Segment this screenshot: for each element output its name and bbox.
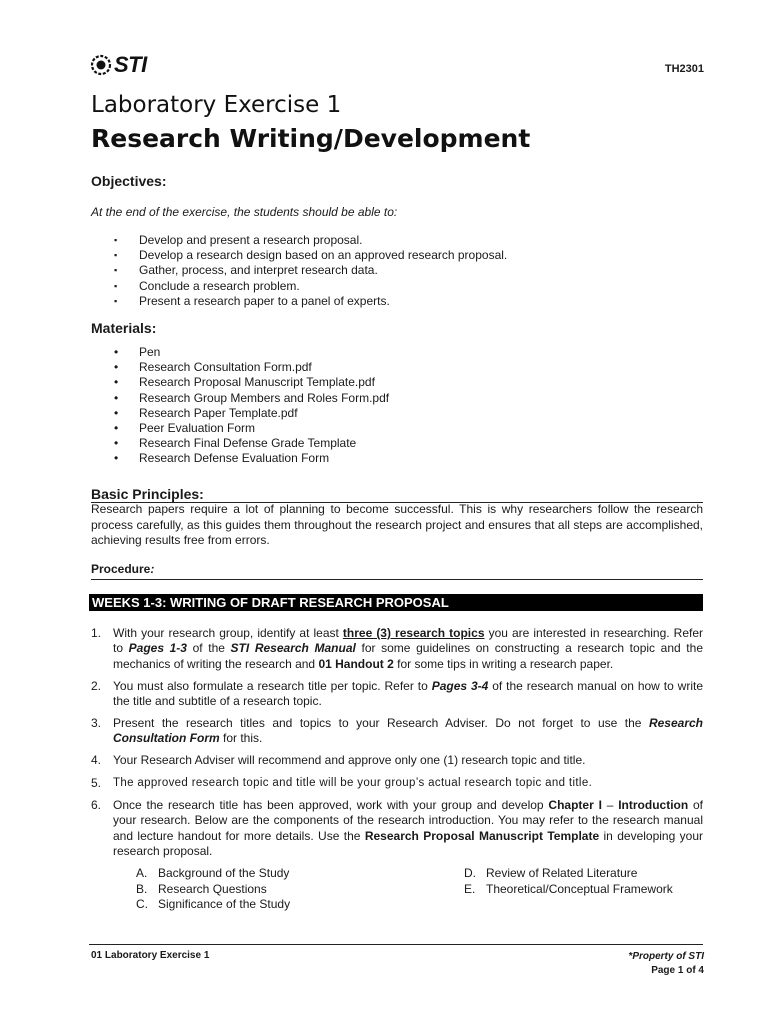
list-item: • Research Group Members and Roles Form.pdf (114, 391, 389, 406)
text-run: of the research manual on how to write the title and subtitle of a research topic. (113, 679, 703, 709)
step-text (113, 753, 703, 768)
text-run: for some guidelines on constructing a research topic and the mechanics of writing the research and (113, 641, 703, 671)
footer-property-note: *Property of STI (628, 951, 704, 962)
footer-page-number: Page 1 of 4 (651, 965, 704, 976)
component-item (136, 897, 290, 913)
text-run: Introduction (618, 798, 689, 812)
component-text: Research Questions (158, 881, 267, 896)
component-letter: D. (464, 866, 476, 880)
sti-logo (90, 54, 147, 76)
objectives-heading: Objectives: (91, 173, 167, 189)
footer-right (628, 950, 704, 978)
list-item: • Research Proposal Manuscript Template.pdf (114, 375, 389, 390)
list-item: • Research Final Defense Grade Template (114, 436, 389, 451)
procedure-step-6 (91, 798, 703, 860)
step-text (113, 679, 703, 710)
text-run: Chapter I (548, 798, 602, 812)
step-number: 3. (91, 716, 102, 730)
text-run: for some tips in writing a research paper. (393, 656, 614, 671)
materials-heading: Materials: (91, 320, 157, 336)
procedure-step-1 (91, 626, 703, 672)
list-item: ▪ Present a research paper to a panel of experts. (114, 294, 507, 309)
procedure-step-3 (91, 716, 703, 747)
document-code: TH2301 (664, 63, 704, 75)
text-run: of the (186, 641, 231, 656)
logo-text: STI (114, 52, 147, 77)
list-item: ▪ Develop a research design based on an approved research proposal. (114, 248, 507, 263)
text-run: of your research. Below are the components of the research introduction. You may refer to the research manual and lecture handout for more details. Use the (113, 798, 704, 843)
footer-document-name: 01 Laboratory Exercise 1 (91, 950, 210, 961)
components-column-left (136, 866, 290, 913)
document-title-line1: Laboratory Exercise 1 (91, 92, 342, 118)
text-run: Research Proposal Manuscript Template (364, 828, 600, 843)
list-item: ▪ Conclude a research problem. (114, 279, 507, 294)
objectives-list (114, 233, 507, 309)
text-run: You must also formulate a research title per topic. Refer to (113, 679, 432, 693)
footer-divider (89, 944, 703, 945)
procedure-step-5 (91, 776, 703, 791)
procedure-step-2 (91, 679, 703, 710)
text-run: With your research group, identify at least (113, 626, 343, 640)
component-text: Significance of the Study (158, 897, 291, 912)
component-text: Review of Related Literature (486, 866, 638, 880)
text-run: STI Research Manual (230, 641, 356, 656)
component-letter: E. (464, 881, 476, 896)
text-run: – (601, 798, 619, 812)
component-item (464, 866, 673, 882)
procedure-heading-text: Procedure (91, 562, 151, 576)
text-run: Present the research titles and topics to your Research Adviser. Do not forget to use the (113, 716, 649, 730)
text-run: Pages 1-3 (128, 641, 187, 656)
text-run: in developing your research proposal. (113, 828, 704, 859)
procedure-heading (91, 562, 703, 580)
step-text (113, 626, 703, 672)
list-item: • Research Paper Template.pdf (114, 406, 389, 421)
step-number: 2. (91, 679, 102, 693)
text-run: Pages 3-4 (431, 679, 489, 693)
step-number: 4. (91, 753, 102, 767)
component-letter: B. (136, 881, 148, 896)
text-run: you are interested in researching. Refer to (113, 626, 704, 656)
step-number: 6. (91, 798, 102, 812)
list-item: ▪ Gather, process, and interpret research data. (114, 263, 507, 278)
principles-text: Research papers require a lot of planning to become successful. This is why researchers follow the research process carefully, as this guides them throughout the research project and ensures that all steps are accomplished, achieving results free from errors. (91, 502, 703, 548)
text-run: The approved research topic and title will be your group’s actual research topic and title. (113, 777, 593, 789)
component-item (136, 866, 290, 882)
objectives-intro: At the end of the exercise, the students should be able to: (91, 205, 398, 219)
component-letter: C. (136, 897, 148, 912)
component-text: Background of the Study (158, 866, 290, 880)
text-run: Your Research Adviser will recommend and approve only one (1) research topic and title. (113, 753, 586, 767)
text-run: 01 Handout 2 (318, 656, 394, 671)
text-run: Once the research title has been approved, work with your group and develop (113, 798, 549, 812)
document-title-line2: Research Writing/Development (91, 124, 531, 153)
text-run: Research Consultation Form (113, 716, 703, 746)
procedure-heading-colon: : (150, 562, 155, 576)
principles-heading: Basic Principles: (91, 486, 703, 503)
list-item: • Research Consultation Form.pdf (114, 360, 389, 375)
section-title-bar (89, 594, 703, 611)
list-item: ▪ Develop and present a research proposal. (114, 233, 507, 248)
text-run: for this. (219, 731, 263, 746)
step-text (113, 798, 703, 860)
step-text (113, 716, 703, 747)
text-run: three (3) research topics (342, 626, 485, 640)
step-number: 5. (91, 776, 102, 790)
list-item: • Research Defense Evaluation Form (114, 451, 389, 466)
component-letter: A. (136, 866, 148, 880)
step-text (113, 776, 703, 791)
component-item (464, 882, 673, 898)
sti-globe-icon (90, 54, 112, 76)
materials-list (114, 345, 389, 467)
list-item: • Peer Evaluation Form (114, 421, 389, 436)
section-title: WEEKS 1-3: WRITING OF DRAFT RESEARCH PROPOSAL (92, 595, 449, 610)
procedure-step-4 (91, 753, 703, 768)
component-text: Theoretical/Conceptual Framework (486, 881, 673, 896)
components-column-right (464, 866, 673, 897)
list-item: • Pen (114, 345, 389, 360)
step-number: 1. (91, 626, 102, 640)
component-item (136, 882, 290, 898)
